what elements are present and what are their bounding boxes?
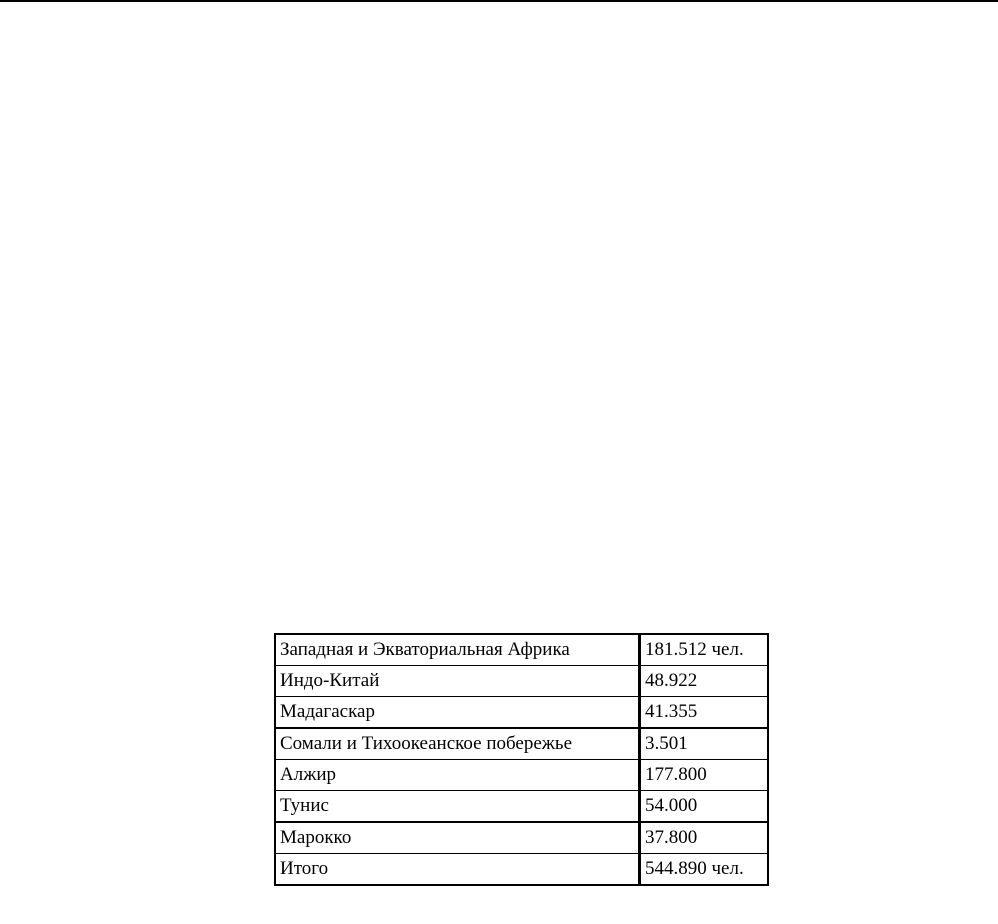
table-row bbox=[275, 634, 768, 666]
table-row bbox=[275, 666, 768, 697]
table-row bbox=[275, 760, 768, 791]
region-cell: Западная и Экваториальная Африка bbox=[275, 634, 640, 666]
region-cell: Мадагаскар bbox=[275, 697, 640, 729]
region-cell: Индо-Китай bbox=[275, 666, 640, 697]
count-cell: 181.512 чел. bbox=[640, 634, 769, 666]
count-cell: 41.355 bbox=[640, 697, 769, 729]
count-cell: 544.890 чел. bbox=[640, 854, 769, 886]
top-rule bbox=[0, 0, 998, 2]
table-row bbox=[275, 697, 768, 729]
count-cell: 54.000 bbox=[640, 791, 769, 823]
region-cell: Тунис bbox=[275, 791, 640, 823]
table-row bbox=[275, 791, 768, 823]
count-cell: 177.800 bbox=[640, 760, 769, 791]
region-cell: Алжир bbox=[275, 760, 640, 791]
count-cell: 48.922 bbox=[640, 666, 769, 697]
region-cell: Итого bbox=[275, 854, 640, 886]
table-row bbox=[275, 854, 768, 886]
table-row bbox=[275, 822, 768, 854]
count-cell: 37.800 bbox=[640, 822, 769, 854]
region-cell: Сомали и Тихоокеанское побережье bbox=[275, 728, 640, 760]
count-cell: 3.501 bbox=[640, 728, 769, 760]
table-row bbox=[275, 728, 768, 760]
region-cell: Марокко bbox=[275, 822, 640, 854]
population-table bbox=[274, 633, 769, 886]
